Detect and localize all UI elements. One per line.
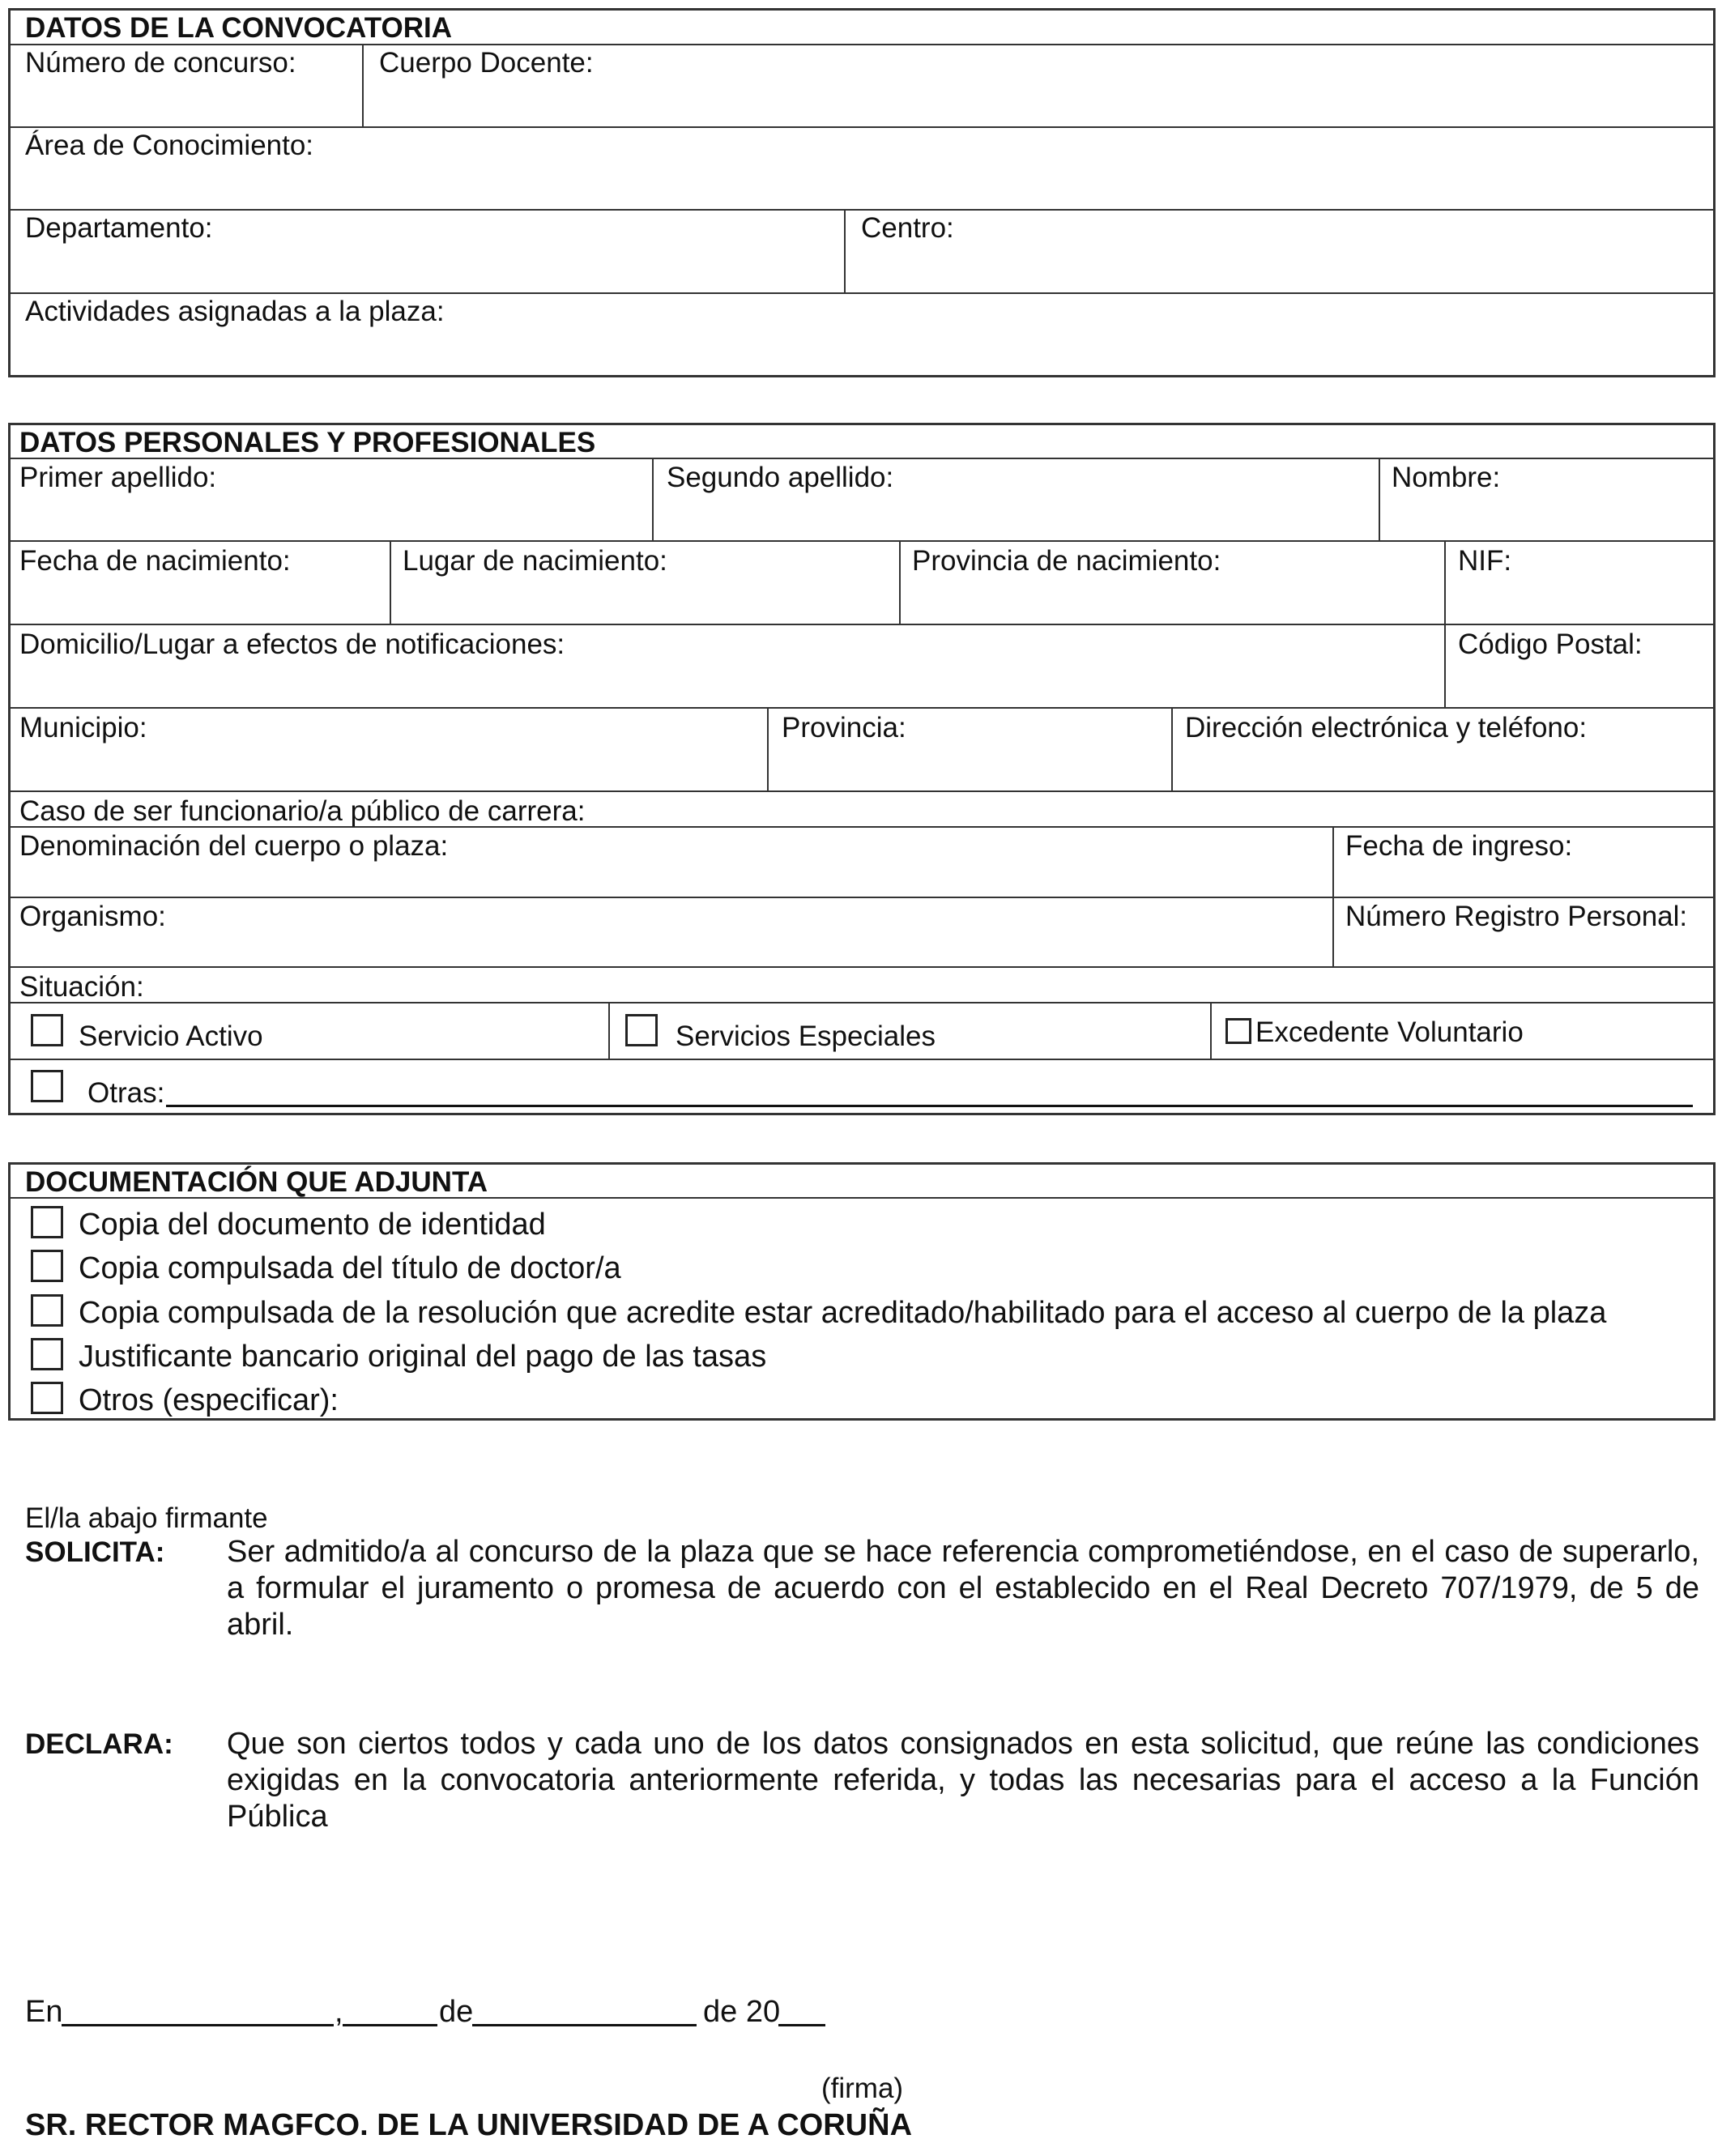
titulo-doctor-label: Copia compulsada del título de doctor/a [79,1251,621,1285]
firma-label: (firma) [821,2073,904,2104]
de-label: de [439,1995,474,2029]
otras-checkbox[interactable] [31,1070,63,1102]
numero-concurso-label: Número de concurso: [25,47,296,79]
solicita-label: SOLICITA: [25,1536,165,1568]
area-conocimiento-field[interactable] [10,159,1711,207]
justificante-bancario-label: Justificante bancario original del pago de las tasas [79,1340,767,1374]
comma-text: , [335,1995,343,2029]
destinatario-text: SR. RECTOR MAGFCO. DE LA UNIVERSIDAD DE A CORUÑA [25,2108,913,2142]
domicilio-field[interactable] [10,658,1442,705]
denominacion-label: Denominación del cuerpo o plaza: [19,830,449,862]
municipio-label: Municipio: [19,712,147,744]
fecha-nacimiento-label: Fecha de nacimiento: [19,545,291,577]
nif-label: NIF: [1458,545,1512,577]
servicio-activo-checkbox[interactable] [31,1014,63,1046]
situacion-label: Situación: [19,971,144,1003]
doc-identidad-label: Copia del documento de identidad [79,1208,546,1242]
otros-checkbox[interactable] [31,1382,63,1414]
direccion-electronica-field[interactable] [1174,741,1713,788]
caso-funcionario-label: Caso de ser funcionario/a público de carrera: [19,795,586,827]
documentacion-title: DOCUMENTACIÓN QUE ADJUNTA [25,1166,488,1198]
lugar-nacimiento-label: Lugar de nacimiento: [403,545,667,577]
provincia-nacimiento-field[interactable] [901,574,1443,621]
numero-registro-label: Número Registro Personal: [1345,901,1688,932]
doc-identidad-checkbox[interactable] [31,1206,63,1238]
otras-label: Otras: [87,1077,165,1109]
nombre-label: Nombre: [1392,462,1501,493]
servicios-especiales-label: Servicios Especiales [676,1020,936,1052]
provincia-nacimiento-label: Provincia de nacimiento: [912,545,1221,577]
actividades-field[interactable] [10,326,1711,374]
lugar-input[interactable] [62,2024,334,2026]
resolucion-acreditacion-checkbox[interactable] [31,1294,63,1327]
declara-label: DECLARA: [25,1728,173,1760]
primer-apellido-field[interactable] [10,491,650,538]
otros-label: Otros (especificar): [79,1383,339,1417]
declara-text: Que son ciertos todos y cada uno de los datos consignados en esta solicitud, que reúne las condiciones exigidas en la convocatoria anteriormente referida, y todas las necesarias para el acceso a la Función Pública [227,1727,1699,1834]
convocatoria-title: DATOS DE LA CONVOCATORIA [25,12,452,44]
provincia-label: Provincia: [782,712,906,744]
fecha-ingreso-label: Fecha de ingreso: [1345,830,1573,862]
excedente-voluntario-checkbox[interactable] [1225,1018,1251,1044]
centro-field[interactable] [847,241,1712,290]
firmante-text: El/la abajo firmante [25,1502,268,1534]
organismo-label: Organismo: [19,901,166,932]
nif-field[interactable] [1447,574,1712,621]
municipio-field[interactable] [10,741,765,788]
dia-input[interactable] [343,2024,437,2026]
resolucion-acreditacion-label: Copia compulsada de la resolución que acredite estar acreditado/habilitado para el acceso al cuerpo de la plaza [79,1296,1607,1330]
fecha-nacimiento-field[interactable] [10,574,387,621]
servicios-especiales-checkbox[interactable] [625,1014,658,1046]
justificante-bancario-checkbox[interactable] [31,1338,63,1370]
codigo-postal-field[interactable] [1447,658,1712,705]
direccion-electronica-label: Dirección electrónica y teléfono: [1185,712,1588,744]
departamento-label: Departamento: [25,212,213,244]
de20-label: de 20 [703,1995,781,2029]
cuerpo-docente-field[interactable] [364,75,1713,125]
solicita-text: Ser admitido/a al concurso de la plaza que se hace referencia comprometiéndose, en el caso de superarlo, a formular el juramento o promesa de acuerdo con el establecido en el Real Decreto 707/1979, de 5 de abril. [227,1535,1699,1642]
fecha-ingreso-field[interactable] [1335,860,1712,895]
primer-apellido-label: Primer apellido: [19,462,217,493]
codigo-postal-label: Código Postal: [1458,628,1643,660]
area-conocimiento-label: Área de Conocimiento: [25,130,314,161]
excedente-voluntario-label: Excedente Voluntario [1255,1016,1524,1048]
domicilio-label: Domicilio/Lugar a efectos de notificaciones: [19,628,565,660]
departamento-field[interactable] [10,241,842,290]
segundo-apellido-field[interactable] [654,491,1377,538]
titulo-doctor-checkbox[interactable] [31,1250,63,1282]
organismo-field[interactable] [10,931,1330,965]
en-label: En [25,1995,63,2029]
anio-input[interactable] [778,2024,825,2026]
provincia-field[interactable] [769,741,1170,788]
nombre-field[interactable] [1381,491,1713,538]
numero-concurso-field[interactable] [10,75,360,125]
documentacion-section [8,1162,1716,1421]
segundo-apellido-label: Segundo apellido: [667,462,894,493]
actividades-label: Actividades asignadas a la plaza: [25,296,445,327]
numero-registro-field[interactable] [1335,931,1712,965]
servicio-activo-label: Servicio Activo [79,1020,263,1052]
personales-title: DATOS PERSONALES Y PROFESIONALES [19,427,596,458]
mes-input[interactable] [472,2024,697,2026]
lugar-nacimiento-field[interactable] [392,574,897,621]
cuerpo-docente-label: Cuerpo Docente: [379,47,594,79]
centro-label: Centro: [861,212,954,244]
denominacion-field[interactable] [10,860,1330,895]
otras-input[interactable] [166,1105,1693,1107]
